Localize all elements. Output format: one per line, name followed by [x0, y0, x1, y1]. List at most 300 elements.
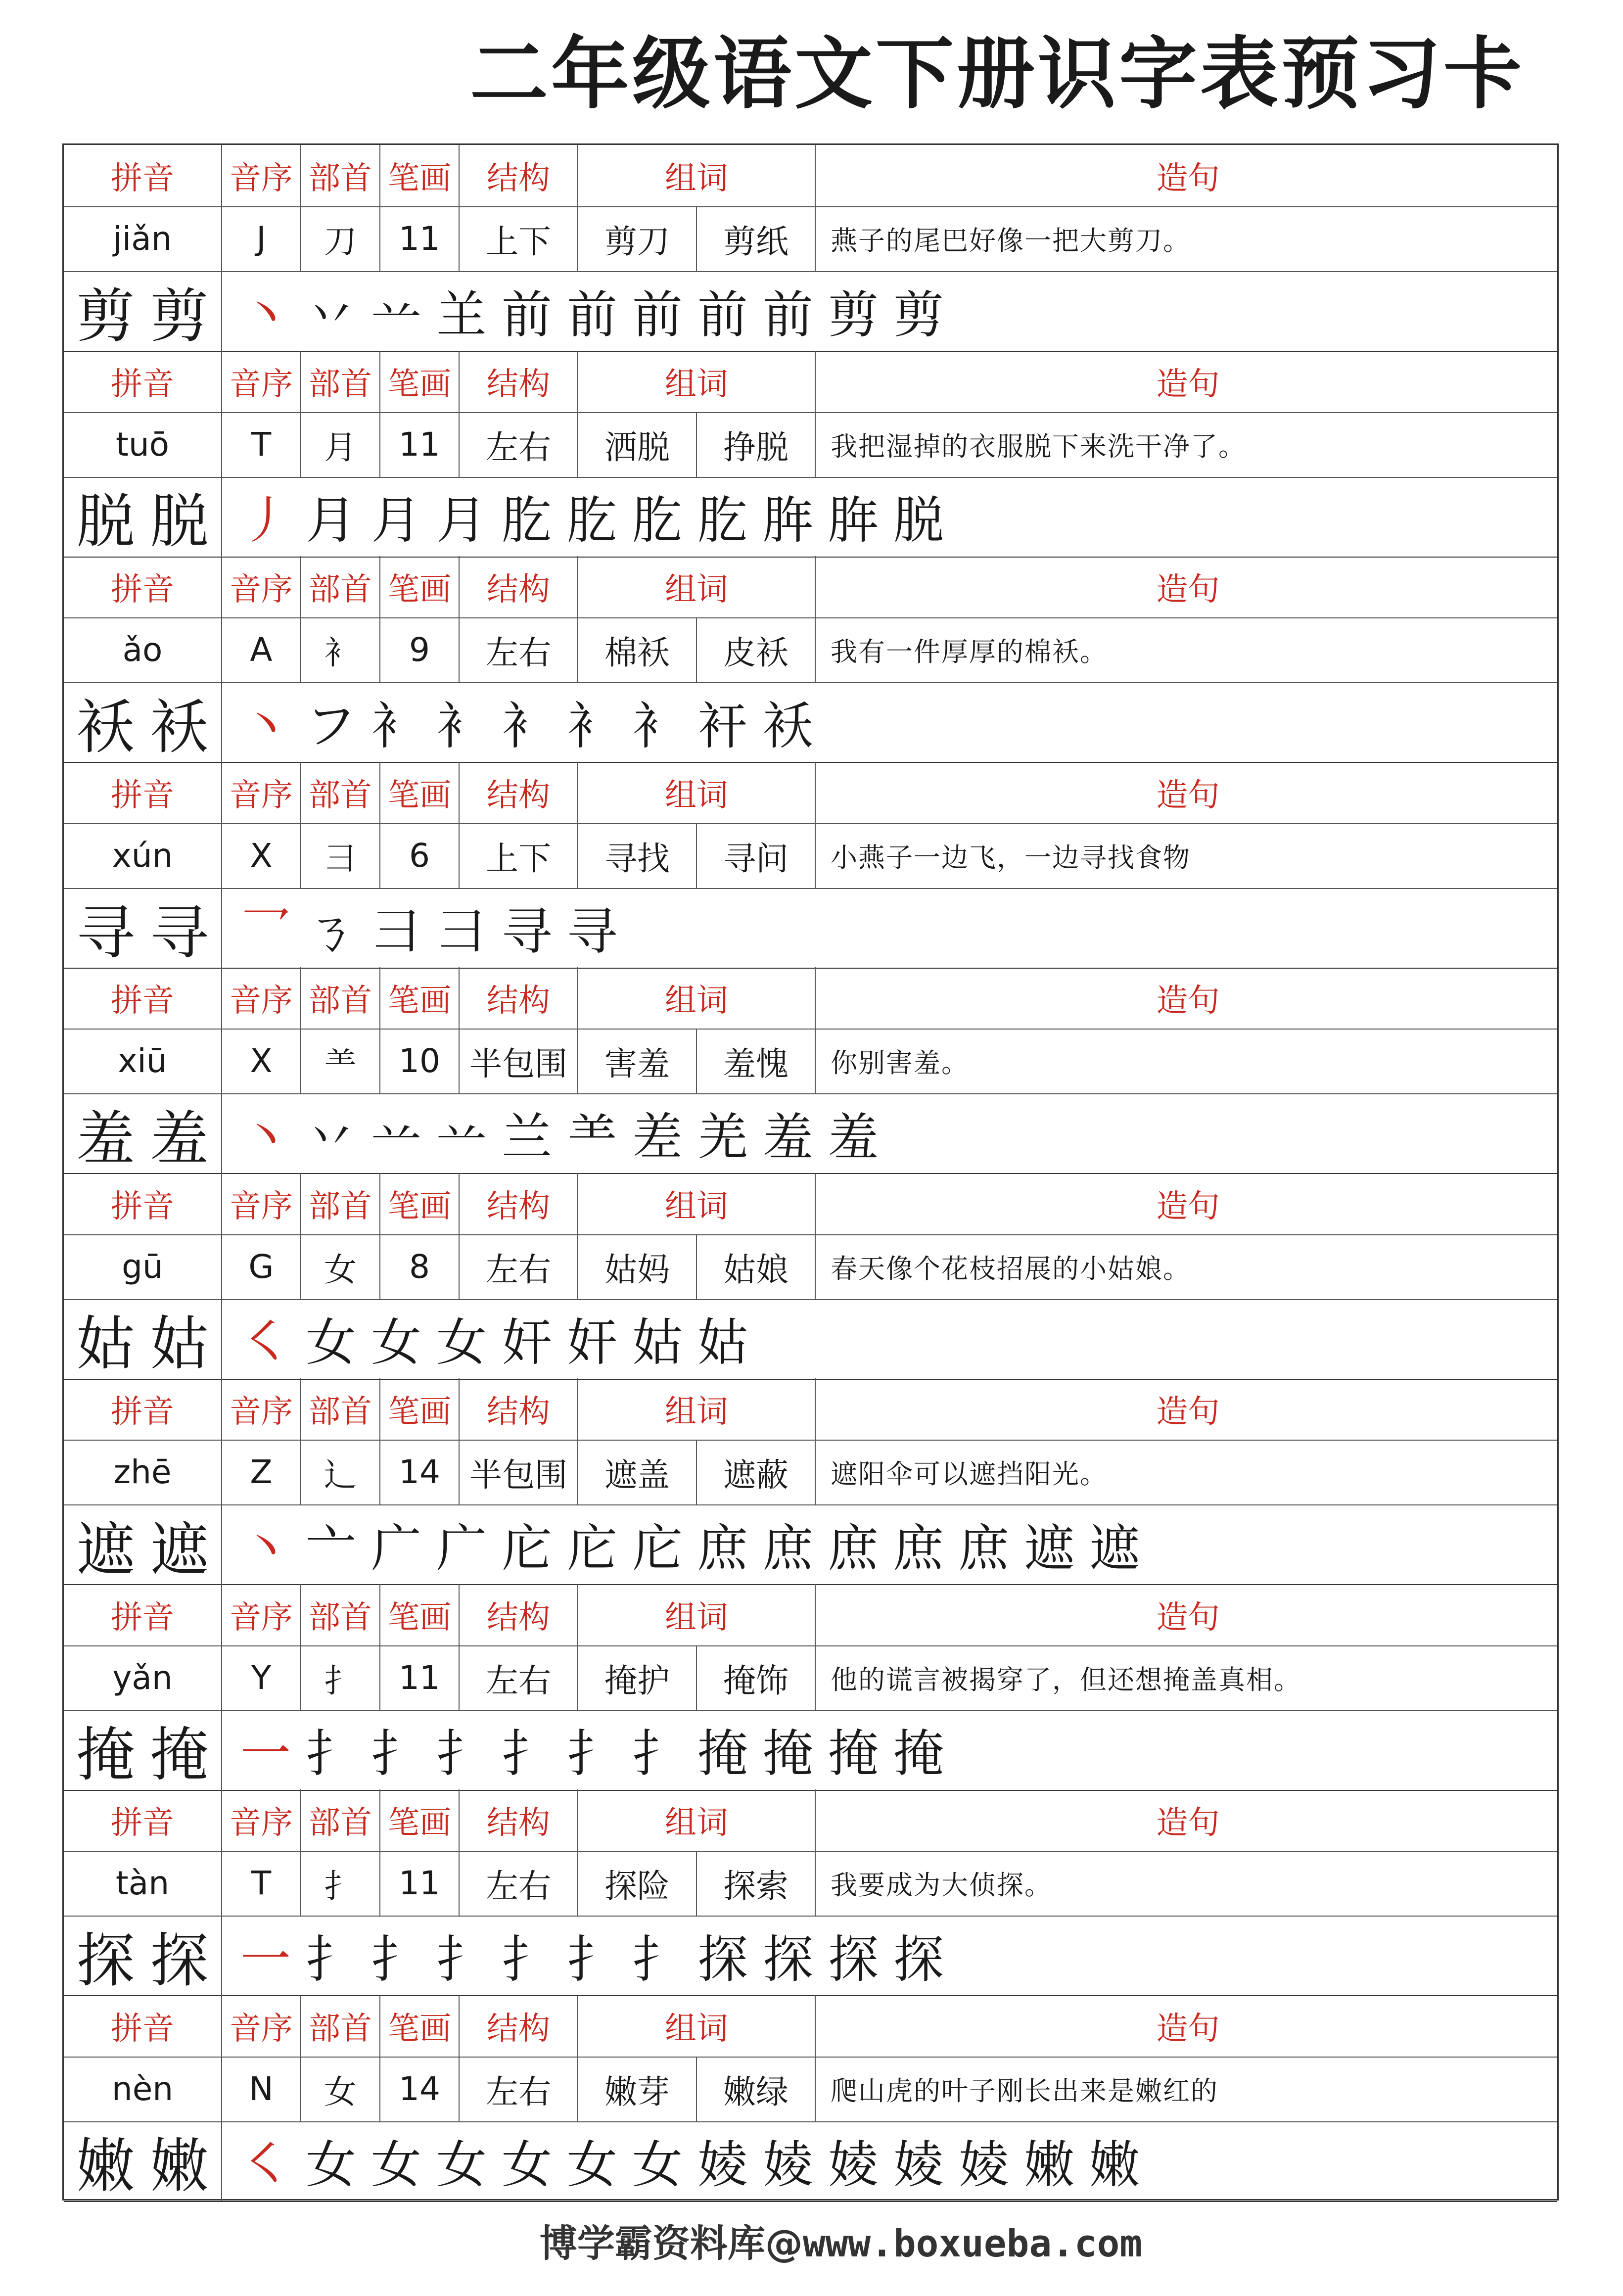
stroke-order-row	[64, 888, 1557, 969]
strokes-value: 11	[380, 412, 460, 477]
info-row	[64, 412, 1557, 478]
stroke-step: 衤	[436, 697, 487, 756]
header-pinyin: 拼音	[64, 1789, 222, 1851]
pinyin-value: gū	[64, 1234, 222, 1299]
structure-value: 左右	[460, 1645, 578, 1710]
character-glyph: 剪	[76, 281, 135, 350]
stroke-step: 寻	[502, 902, 552, 961]
header-row	[64, 762, 1557, 824]
structure-value: 左右	[460, 617, 578, 682]
character-entry	[64, 762, 1557, 968]
stroke-order-row	[64, 1299, 1557, 1380]
stroke-step: 丿	[240, 491, 291, 550]
word-1: 嫩芽	[578, 2057, 697, 2121]
character-glyph: 脱	[76, 487, 135, 556]
stroke-step: 彐	[371, 902, 421, 961]
stroke-step: 探	[828, 1930, 879, 1989]
info-row	[64, 2057, 1557, 2122]
radical-value: 女	[301, 2057, 380, 2121]
header-words: 组词	[578, 1995, 816, 2057]
pinyin-value: xiū	[64, 1029, 222, 1093]
stroke-order-row	[64, 1710, 1557, 1791]
character-display	[64, 477, 222, 557]
character-display	[64, 1093, 222, 1173]
stroke-step: 掩	[763, 1725, 813, 1783]
header-pinyin: 拼音	[64, 1173, 222, 1234]
header-row	[64, 1378, 1557, 1441]
character-display	[64, 1710, 222, 1790]
radical-value: ⺷	[301, 1029, 380, 1093]
stroke-sequence	[222, 1504, 1560, 1584]
stroke-step: 袄	[763, 697, 813, 756]
header-words: 组词	[578, 1173, 816, 1234]
letter-value: G	[222, 1234, 301, 1299]
stroke-sequence	[222, 1916, 1560, 1995]
character-display	[64, 2121, 222, 2201]
character-entry	[64, 556, 1557, 762]
character-glyph-copy: 嫩	[150, 2132, 209, 2200]
pinyin-value: ǎo	[64, 617, 222, 682]
character-glyph-copy: 寻	[150, 898, 209, 967]
letter-value: N	[222, 2057, 301, 2121]
header-structure: 结构	[460, 967, 578, 1029]
stroke-sequence	[222, 477, 1560, 557]
pinyin-value: jiǎn	[64, 206, 222, 271]
header-structure: 结构	[460, 1378, 578, 1440]
word-1: 遮盖	[578, 1440, 697, 1504]
character-display	[64, 1916, 222, 1995]
stroke-step: 嫩	[1089, 2136, 1140, 2195]
header-sentence: 造句	[1156, 2010, 1220, 2047]
radical-value: 彐	[301, 823, 380, 888]
strokes-value: 8	[380, 1234, 460, 1299]
stroke-sequence	[222, 1093, 1560, 1173]
stroke-step: 羞	[828, 1108, 879, 1167]
stroke-step: ⺷	[567, 1108, 617, 1167]
stroke-step: 婈	[959, 2136, 1009, 2195]
structure-value: 半包围	[460, 1029, 578, 1093]
stroke-sequence	[222, 682, 1560, 762]
sentence-value: 爬山虎的叶子刚长出来是嫩红的	[831, 2075, 1218, 2107]
character-glyph: 掩	[76, 1721, 135, 1789]
word-2: 羞愧	[697, 1029, 816, 1093]
character-entry	[64, 1584, 1557, 1790]
header-sentence: 造句	[1156, 983, 1220, 1019]
stroke-order-row	[64, 477, 1557, 558]
stroke-step: 䒑	[371, 1108, 421, 1167]
header-structure: 结构	[460, 1173, 578, 1234]
stroke-order-row	[64, 1504, 1557, 1585]
header-row	[64, 145, 1557, 207]
pinyin-value: zhē	[64, 1440, 222, 1504]
pinyin-value: yǎn	[64, 1645, 222, 1710]
stroke-step: 女	[436, 1313, 487, 1372]
stroke-step: 羌	[697, 1108, 748, 1167]
word-2: 皮袄	[697, 617, 816, 682]
character-display	[64, 888, 222, 968]
stroke-step: 女	[567, 2136, 617, 2195]
stroke-step: 丶	[240, 285, 291, 345]
stroke-step: 扌	[632, 1725, 683, 1783]
stroke-step: 丷	[306, 1108, 356, 1167]
sentence-value: 燕子的尾巴好像一把大剪刀。	[831, 225, 1191, 256]
header-words: 组词	[578, 1789, 816, 1851]
character-glyph-copy: 羞	[150, 1104, 209, 1172]
stroke-step: 衤	[632, 697, 683, 756]
stroke-step: 庶	[828, 1519, 879, 1578]
word-1: 洒脱	[578, 412, 697, 477]
stroke-sequence	[222, 1299, 1560, 1379]
header-sentence: 造句	[1156, 1188, 1220, 1225]
stroke-step: 庶	[763, 1519, 813, 1578]
character-glyph: 姑	[76, 1310, 135, 1378]
stroke-step: ⺕	[436, 902, 487, 961]
stroke-step: 庶	[959, 1519, 1009, 1578]
character-glyph: 寻	[76, 898, 135, 967]
header-words: 组词	[578, 145, 816, 206]
sentence-value: 小燕子一边飞，一边寻找食物	[831, 842, 1191, 873]
info-row	[64, 617, 1557, 683]
character-glyph: 嫩	[76, 2132, 135, 2200]
header-radical: 部首	[301, 1378, 380, 1440]
info-row	[64, 1029, 1557, 1094]
header-radical: 部首	[301, 351, 380, 412]
strokes-value: 11	[380, 206, 460, 271]
letter-value: A	[222, 617, 301, 682]
stroke-step: 前	[567, 285, 617, 345]
info-row	[64, 1645, 1557, 1711]
stroke-step: 前	[763, 285, 813, 345]
word-2: 探索	[697, 1851, 816, 1916]
letter-value: Y	[222, 1645, 301, 1710]
info-row	[64, 206, 1557, 272]
stroke-step: 庀	[567, 1519, 617, 1578]
letter-value: J	[222, 206, 301, 271]
stroke-sequence	[222, 888, 1560, 968]
header-sentence: 造句	[1156, 366, 1220, 403]
stroke-step: 脌	[763, 491, 813, 550]
header-pinyin: 拼音	[64, 1378, 222, 1440]
word-2: 遮蔽	[697, 1440, 816, 1504]
stroke-step: 扌	[502, 1930, 552, 1989]
stroke-step: 姑	[632, 1313, 683, 1372]
strokes-value: 14	[380, 1440, 460, 1504]
header-strokes: 笔画	[380, 1584, 460, 1645]
character-display	[64, 1504, 222, 1584]
character-entry	[64, 1173, 1557, 1379]
character-glyph-copy: 脱	[150, 487, 209, 556]
structure-value: 左右	[460, 1234, 578, 1299]
header-sentence: 造句	[1156, 1394, 1220, 1430]
header-structure: 结构	[460, 762, 578, 823]
header-radical: 部首	[301, 1584, 380, 1645]
stroke-step: 扌	[632, 1930, 683, 1989]
stroke-step: 探	[697, 1930, 748, 1989]
character-display	[64, 1299, 222, 1379]
header-strokes: 笔画	[380, 1378, 460, 1440]
stroke-order-row	[64, 1916, 1557, 1996]
strokes-value: 10	[380, 1029, 460, 1093]
header-letter: 音序	[222, 1173, 301, 1234]
header-radical: 部首	[301, 1173, 380, 1234]
word-2: 寻问	[697, 823, 816, 888]
stroke-step: 探	[893, 1930, 944, 1989]
stroke-step: 一	[240, 1725, 291, 1783]
stroke-step: 庀	[502, 1519, 552, 1578]
pinyin-value: xún	[64, 823, 222, 888]
header-letter: 音序	[222, 967, 301, 1029]
stroke-step: 衤	[371, 697, 421, 756]
strokes-value: 9	[380, 617, 460, 682]
header-pinyin: 拼音	[64, 145, 222, 206]
sentence-value: 春天像个花枝招展的小姑娘。	[831, 1253, 1191, 1284]
header-radical: 部首	[301, 1789, 380, 1851]
header-pinyin: 拼音	[64, 1995, 222, 2057]
stroke-step: 女	[502, 2136, 552, 2195]
header-words: 组词	[578, 351, 816, 412]
footer-brand-name: 博学霸资料库@	[539, 2221, 803, 2265]
header-words: 组词	[578, 967, 816, 1029]
character-glyph-copy: 姑	[150, 1310, 209, 1378]
character-glyph: 袄	[76, 693, 135, 761]
stroke-order-row	[64, 1093, 1557, 1174]
stroke-step: 扌	[567, 1725, 617, 1783]
stroke-step: 广	[371, 1519, 421, 1578]
header-pinyin: 拼音	[64, 967, 222, 1029]
header-radical: 部首	[301, 762, 380, 823]
stroke-step: 扌	[436, 1930, 487, 1989]
stroke-step: 女	[371, 2136, 421, 2195]
character-glyph-copy: 袄	[150, 693, 209, 761]
letter-value: X	[222, 1029, 301, 1093]
word-2: 姑娘	[697, 1234, 816, 1299]
header-letter: 音序	[222, 556, 301, 617]
stroke-step: 脌	[828, 491, 879, 550]
stroke-order-row	[64, 2121, 1557, 2202]
header-structure: 结构	[460, 351, 578, 412]
header-pinyin: 拼音	[64, 1584, 222, 1645]
stroke-step: 嫩	[1024, 2136, 1074, 2195]
stroke-step: 扌	[306, 1725, 356, 1783]
header-letter: 音序	[222, 1378, 301, 1440]
character-glyph-copy: 遮	[150, 1515, 209, 1584]
footer-url[interactable]: www.boxueba.com	[802, 2221, 1143, 2265]
radical-value: 女	[301, 1234, 380, 1299]
character-glyph-copy: 掩	[150, 1721, 209, 1789]
header-strokes: 笔画	[380, 1789, 460, 1851]
stroke-step: 丶	[240, 697, 291, 756]
header-sentence: 造句	[1156, 777, 1220, 814]
stroke-step: 乛	[240, 902, 291, 961]
header-letter: 音序	[222, 762, 301, 823]
letter-value: T	[222, 412, 301, 477]
sentence-value: 我把湿掉的衣服脱下来洗干净了。	[831, 430, 1246, 462]
stroke-step: 探	[763, 1930, 813, 1989]
stroke-step: 脱	[893, 491, 944, 550]
header-structure: 结构	[460, 145, 578, 206]
letter-value: T	[222, 1851, 301, 1916]
header-row	[64, 1789, 1557, 1852]
character-entry	[64, 1789, 1557, 1995]
pinyin-value: tàn	[64, 1851, 222, 1916]
stroke-step: 差	[632, 1108, 683, 1167]
word-1: 掩护	[578, 1645, 697, 1710]
structure-value: 左右	[460, 412, 578, 477]
stroke-step: 掩	[697, 1725, 748, 1783]
stroke-step: 肐	[697, 491, 748, 550]
header-row	[64, 1995, 1557, 2058]
header-sentence: 造句	[1156, 160, 1220, 197]
sentence-value: 他的谎言被揭穿了，但还想掩盖真相。	[831, 1664, 1301, 1695]
stroke-step: 掩	[893, 1725, 944, 1783]
header-radical: 部首	[301, 145, 380, 206]
character-glyph: 遮	[76, 1515, 135, 1584]
stroke-step: ㇛	[240, 2136, 291, 2195]
stroke-step: 羞	[763, 1108, 813, 1167]
footer-watermark	[495, 2216, 1187, 2271]
stroke-step: 庶	[697, 1519, 748, 1578]
stroke-step: 肐	[567, 491, 617, 550]
structure-value: 左右	[460, 2057, 578, 2121]
header-strokes: 笔画	[380, 1995, 460, 2057]
structure-value: 上下	[460, 823, 578, 888]
header-strokes: 笔画	[380, 967, 460, 1029]
header-structure: 结构	[460, 556, 578, 617]
header-strokes: 笔画	[380, 145, 460, 206]
header-row	[64, 1173, 1557, 1235]
stroke-step: 剪	[828, 285, 879, 345]
header-letter: 音序	[222, 351, 301, 412]
stroke-step: 庀	[632, 1519, 683, 1578]
word-2: 挣脱	[697, 412, 816, 477]
info-row	[64, 1851, 1557, 1917]
stroke-step: 扌	[502, 1725, 552, 1783]
stroke-step: 前	[632, 285, 683, 345]
header-row	[64, 351, 1557, 413]
stroke-step: 兰	[502, 1108, 552, 1167]
stroke-step: 月	[371, 491, 421, 550]
stroke-step: 奸	[502, 1313, 552, 1372]
stroke-step: フ	[306, 697, 356, 756]
header-sentence: 造句	[1156, 1805, 1220, 1841]
header-words: 组词	[578, 556, 816, 617]
stroke-step: 奸	[567, 1313, 617, 1372]
stroke-step: 衤	[502, 697, 552, 756]
header-strokes: 笔画	[380, 762, 460, 823]
header-letter: 音序	[222, 1584, 301, 1645]
stroke-step: 丶	[240, 1519, 291, 1578]
letter-value: Z	[222, 1440, 301, 1504]
word-1: 剪刀	[578, 206, 697, 271]
stroke-step: 婈	[697, 2136, 748, 2195]
stroke-step: 婈	[893, 2136, 944, 2195]
stroke-step: 月	[306, 491, 356, 550]
stroke-step: 肐	[632, 491, 683, 550]
character-glyph: 羞	[76, 1104, 135, 1172]
radical-value: 扌	[301, 1851, 380, 1916]
radical-value: 月	[301, 412, 380, 477]
character-glyph-copy: 剪	[150, 281, 209, 350]
stroke-step: 扌	[371, 1930, 421, 1989]
stroke-step: 一	[240, 1930, 291, 1989]
word-2: 剪纸	[697, 206, 816, 271]
pinyin-value: nèn	[64, 2057, 222, 2121]
info-row	[64, 823, 1557, 889]
stroke-step: 庶	[893, 1519, 944, 1578]
structure-value: 上下	[460, 206, 578, 271]
radical-value: 衤	[301, 617, 380, 682]
stroke-sequence	[222, 271, 1560, 351]
stroke-order-row	[64, 682, 1557, 763]
sentence-value: 我要成为大侦探。	[831, 1870, 1052, 1901]
strokes-value: 6	[380, 823, 460, 888]
header-words: 组词	[578, 1378, 816, 1440]
character-entry	[64, 145, 1557, 351]
stroke-sequence	[222, 1710, 1560, 1790]
strokes-value: 14	[380, 2057, 460, 2121]
page-title: 二年级语文下册识字表预习卡	[470, 28, 1525, 120]
stroke-step: 月	[436, 491, 487, 550]
character-entry	[64, 967, 1557, 1173]
sentence-value: 你别害羞。	[831, 1047, 969, 1078]
character-display	[64, 682, 222, 762]
stroke-step: 女	[436, 2136, 487, 2195]
stroke-step: 𦍌	[436, 285, 487, 345]
header-words: 组词	[578, 1584, 816, 1645]
info-row	[64, 1234, 1557, 1300]
stroke-step: 䒑	[436, 1108, 487, 1167]
word-1: 探险	[578, 1851, 697, 1916]
word-1: 寻找	[578, 823, 697, 888]
radical-value: 刀	[301, 206, 380, 271]
stroke-step: 衦	[697, 697, 748, 756]
header-strokes: 笔画	[380, 351, 460, 412]
header-words: 组词	[578, 762, 816, 823]
pinyin-value: tuō	[64, 412, 222, 477]
stroke-step: 掩	[828, 1725, 879, 1783]
stroke-step: 丷	[306, 285, 356, 345]
stroke-step: 剪	[893, 285, 944, 345]
header-pinyin: 拼音	[64, 556, 222, 617]
stroke-step: ㄋ	[306, 902, 356, 961]
header-row	[64, 1584, 1557, 1646]
header-strokes: 笔画	[380, 556, 460, 617]
sentence-value: 我有一件厚厚的棉袄。	[831, 636, 1108, 667]
stroke-step: 亠	[306, 1519, 356, 1578]
word-2: 掩饰	[697, 1645, 816, 1710]
stroke-step: 姑	[697, 1313, 748, 1372]
stroke-step: 女	[306, 1313, 356, 1372]
stroke-step: 女	[306, 2136, 356, 2195]
stroke-step: 扌	[371, 1725, 421, 1783]
header-row	[64, 556, 1557, 618]
header-pinyin: 拼音	[64, 351, 222, 412]
radical-value: 辶	[301, 1440, 380, 1504]
stroke-step: 寻	[567, 902, 617, 961]
structure-value: 左右	[460, 1851, 578, 1916]
header-letter: 音序	[222, 1995, 301, 2057]
header-letter: 音序	[222, 1789, 301, 1851]
character-entry	[64, 351, 1557, 557]
stroke-step: 婈	[828, 2136, 879, 2195]
stroke-step: 衤	[567, 697, 617, 756]
stroke-step: 扌	[436, 1725, 487, 1783]
radical-value: 扌	[301, 1645, 380, 1710]
stroke-step: ㇛	[240, 1313, 291, 1372]
header-row	[64, 967, 1557, 1030]
stroke-step: 丶	[240, 1108, 291, 1167]
header-strokes: 笔画	[380, 1173, 460, 1234]
